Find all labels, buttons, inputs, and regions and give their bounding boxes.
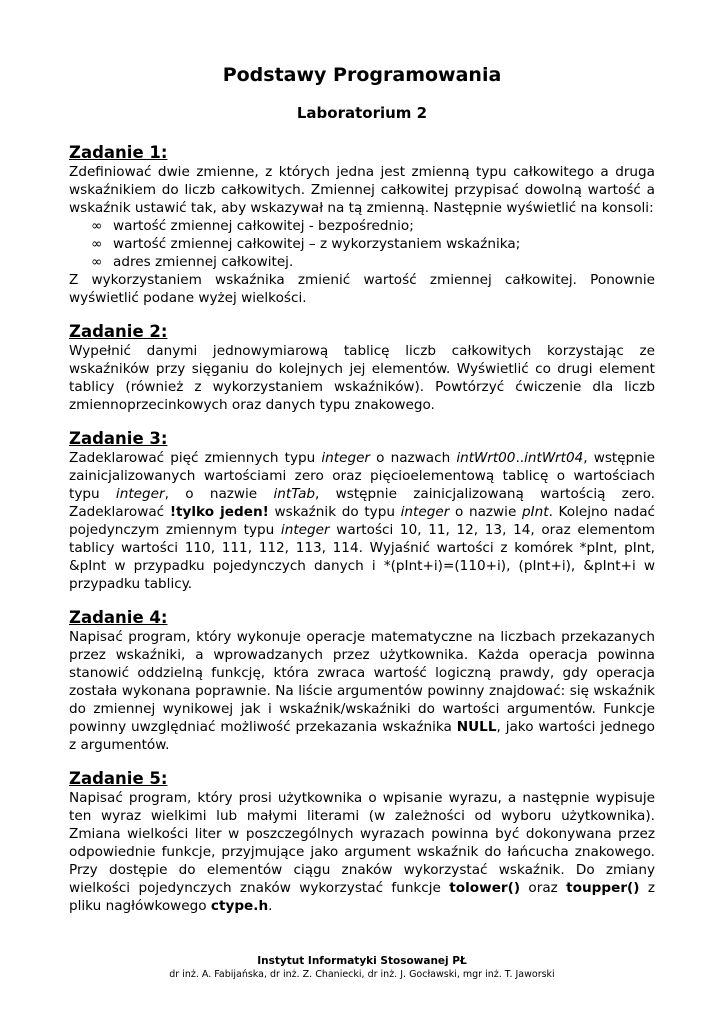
page-subtitle: Laboratorium 2 [296,104,428,122]
bold-term: NULL [456,719,497,735]
list-item-text: adres zmiennej całkowitej. [113,254,294,270]
text-run: o nazwie [449,504,522,520]
italic-term: integer [400,504,450,520]
text-run: o nazwach [370,450,457,466]
page-title: Podstawy Programowania [222,64,502,86]
text-run: , wstępnie zainicjalizowanych wartościami zero oraz pięcioelementową tablicę o wartościach typu [69,450,655,502]
italic-term: integer [280,522,330,538]
task-1-heading: Zadanie 1: [69,143,168,162]
task-3-heading: Zadanie 3: [69,429,168,448]
list-item-text: wartość zmiennej całkowitej – z wykorzystaniem wskaźnika; [113,236,521,252]
list-item [91,235,655,253]
text-run: oraz [520,880,567,896]
task-4 [69,607,655,754]
text-run: . [268,898,273,914]
text-run: Napisać program, który prosi użytkownika o wpisanie wyrazu, a następnie wypisuje ten wyraz wielkimi lub małymi literami (w zależności od wyboru użytkownika). Zmiana wielkości liter w poszczególnych wyrazach powinna być dokonywana przez odpowiednie funkcje, przyjmujące jako argument wskaźnik do łańcucha znakowego. Przy dostępie do elementów ciągu znaków wykorzystać wskaźnik. Do zmiany wielkości pojedynczych znaków wykorzystać funkcje [69,790,655,896]
italic-term: intTab [273,486,316,502]
task-3 [69,428,655,593]
page-footer [0,954,724,982]
task-1-outro: Z wykorzystaniem wskaźnika zmienić wartość zmiennej całkowitej. Ponownie wyświetlić podane wyżej wielkości. [69,272,655,306]
task-2-heading: Zadanie 2: [69,322,168,341]
list-item-text: wartość zmiennej całkowitej - bezpośrednio; [113,218,414,234]
text-run: , wstępnie zainicjalizowaną wartością zero. Zadeklarować [69,486,655,520]
list-item [91,253,655,271]
document-page [69,64,655,929]
list-item [91,217,655,235]
text-run: , o nazwie [164,486,274,502]
task-2-body: Wypełnić danymi jednowymiarową tablicę liczb całkowitych korzystając ze wskaźników przy sięganiu do kolejnych jej elementów. Wyświetlić co drugi element tablicy (również z wykorzystaniem wskaźników). Powtórzyć ćwiczenie dla liczb zmiennoprzecinkowych oraz danych typu znakowego. [69,343,655,413]
bold-term: toupper() [566,880,640,896]
footer-institute: Instytut Informatyki Stosowanej PŁ [257,955,467,967]
footer-authors: dr inż. A. Fabijańska, dr inż. Z. Chaniecki, dr inż. J. Gocławski, mgr inż. T. Jaworski [169,969,555,980]
infinity-bullet-icon: ∞ [91,236,103,252]
italic-term: integer [321,450,371,466]
task-1-intro: Zdefiniować dwie zmienne, z których jedna jest zmienną typu całkowitego a druga wskaźnikiem do liczb całkowitych. Zmiennej całkowitej przypisać dowolną wartość a wskaźnik ustawić tak, aby wskazywał na tą zmienną. Następnie wyświetlić na konsoli: [69,164,655,216]
italic-term: intWrt04 [524,450,584,466]
task-5 [69,768,655,915]
task-2 [69,321,655,414]
task-1 [69,142,655,307]
text-run: wartości 10, 11, 12, 13, 14, oraz elementom tablicy wartości 110, 111, 112, 113, 114. Wyjaśnić wartości z komórek *pInt, pInt, &pInt w przypadku pojedynczych danych i *(pInt+i)=(110+i), (pInt+i), &pInt+i w przypadku tablicy. [69,522,655,592]
task-5-body [69,789,655,915]
bold-term: !tylko jeden! [169,504,269,520]
task-1-bullet-list [69,217,655,271]
bold-term: ctype.h [210,898,269,914]
italic-term: integer [115,486,165,502]
infinity-bullet-icon: ∞ [91,218,103,234]
italic-term: pInt [521,504,549,520]
infinity-bullet-icon: ∞ [91,254,103,270]
task-5-heading: Zadanie 5: [69,769,168,788]
text-run: Zadeklarować pięć zmiennych typu [69,450,322,466]
task-3-body [69,449,655,593]
task-4-body [69,628,655,754]
bold-term: tolower() [449,880,521,896]
task-4-heading: Zadanie 4: [69,608,168,627]
text-run: Napisać program, który wykonuje operacje matematyczne na liczbach przekazanych przez wskaźniki, a wprowadzanych przez użytkownika. Każda operacja powinna stanowić oddzielną funkcję, która zwraca wartość logiczną prawdy, gdy operacja została wykonana poprawnie. Na liście argumentów powinny znajdować: się wskaźnik do zmiennej wynikowej jak i wskaźnik/wskaźniki do wartości argumentów. Funkcje powinny uwzględniać możliwość przekazania wskaźnika [69,629,655,735]
italic-term: intWrt00 [456,450,516,466]
text-run: , jako wartości jednego z argumentów. [69,719,655,753]
text-run: wskaźnik do typu [268,504,401,520]
text-run: .. [515,450,525,466]
text-run: z pliku nagłówkowego [69,880,655,914]
text-run: . Kolejno nadać pojedynczym zmiennym typu [69,504,655,538]
